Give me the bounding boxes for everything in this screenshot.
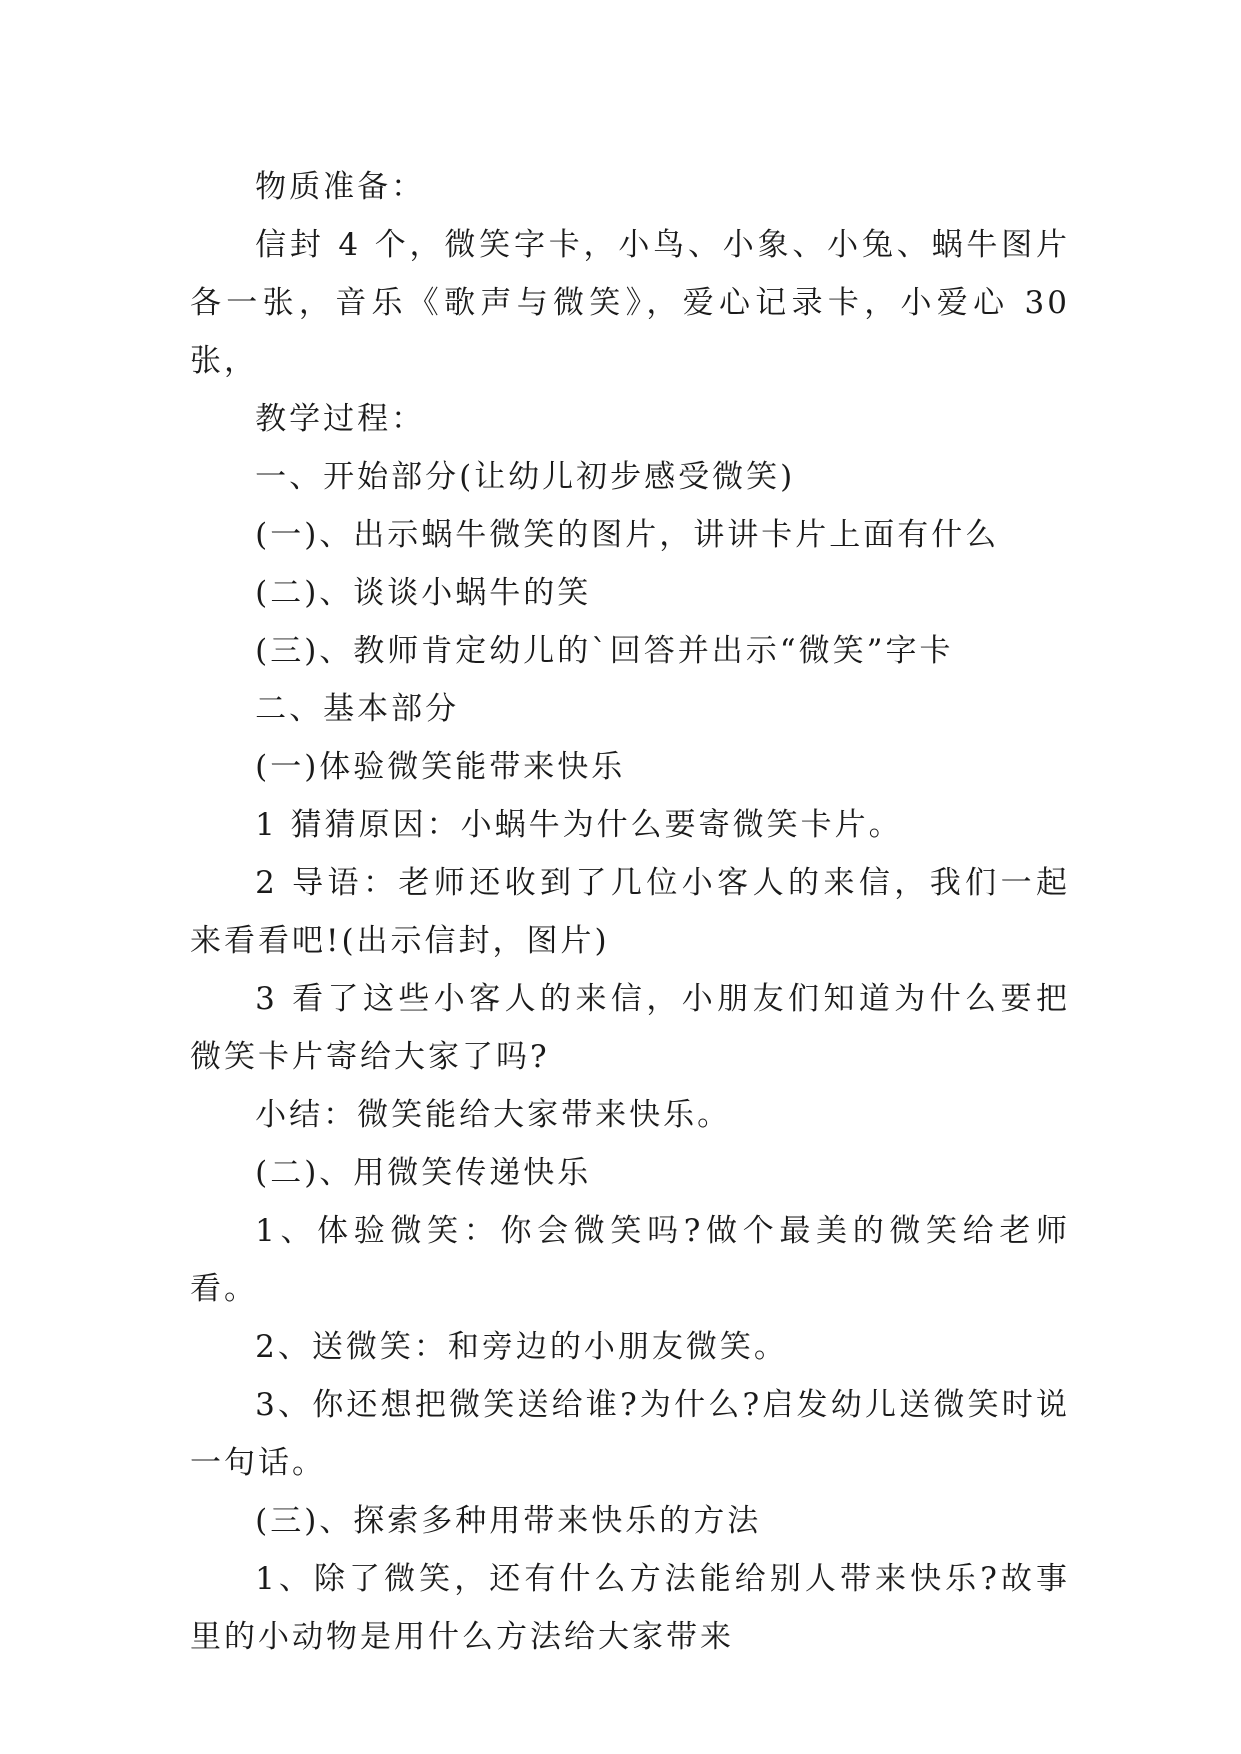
paragraph-item-give-smile: 2、送微笑：和旁边的小朋友微笑。: [255, 1329, 788, 1365]
paragraph-summary: 小结：微笑能给大家带来快乐。: [255, 1097, 732, 1133]
paragraph-materials-heading: 物质准备：: [255, 169, 426, 205]
paragraph-section-2-2: (二)、用微笑传递快乐: [255, 1155, 592, 1191]
paragraph-section-1-2: (二)、谈谈小蜗牛的笑: [255, 575, 592, 611]
paragraph-materials-list: 信封 4 个，微笑字卡，小鸟、小象、小兔、蜗牛图片各一张，音乐《歌声与微笑》，爱心记录卡，小爱心 30 张，: [190, 227, 1070, 379]
paragraph-section-1-3: (三)、教师肯定幼儿的`回答并出示“微笑”字卡: [255, 633, 954, 669]
paragraph-item-guess: 1 猜猜原因：小蜗牛为什么要寄微笑卡片。: [255, 807, 903, 843]
paragraph-item-letters: 3 看了这些小客人的来信，小朋友们知道为什么要把微笑卡片寄给大家了吗?: [190, 981, 1070, 1075]
paragraph-item-methods: 1、除了微笑，还有什么方法能给别人带来快乐?故事里的小动物是用什么方法给大家带来: [190, 1561, 1070, 1655]
paragraph-item-intro: 2 导语：老师还收到了几位小客人的来信，我们一起来看看吧!(出示信封，图片): [190, 865, 1070, 959]
paragraph-section-1-1: (一)、出示蜗牛微笑的图片，讲讲卡片上面有什么: [255, 517, 1000, 553]
paragraph-process-heading: 教学过程：: [255, 401, 426, 437]
paragraph-item-experience: 1、体验微笑：你会微笑吗?做个最美的微笑给老师看。: [190, 1213, 1070, 1307]
document-body: [190, 158, 1070, 1666]
paragraph-section-2-1: (一)体验微笑能带来快乐: [255, 749, 626, 785]
paragraph-section-2-3: (三)、探索多种用带来快乐的方法: [255, 1503, 762, 1539]
paragraph-item-who: 3、你还想把微笑送给谁?为什么?启发幼儿送微笑时说一句话。: [190, 1387, 1070, 1481]
paragraph-section-2: 二、基本部分: [255, 691, 460, 727]
paragraph-section-1: 一、开始部分(让幼儿初步感受微笑): [255, 459, 796, 495]
